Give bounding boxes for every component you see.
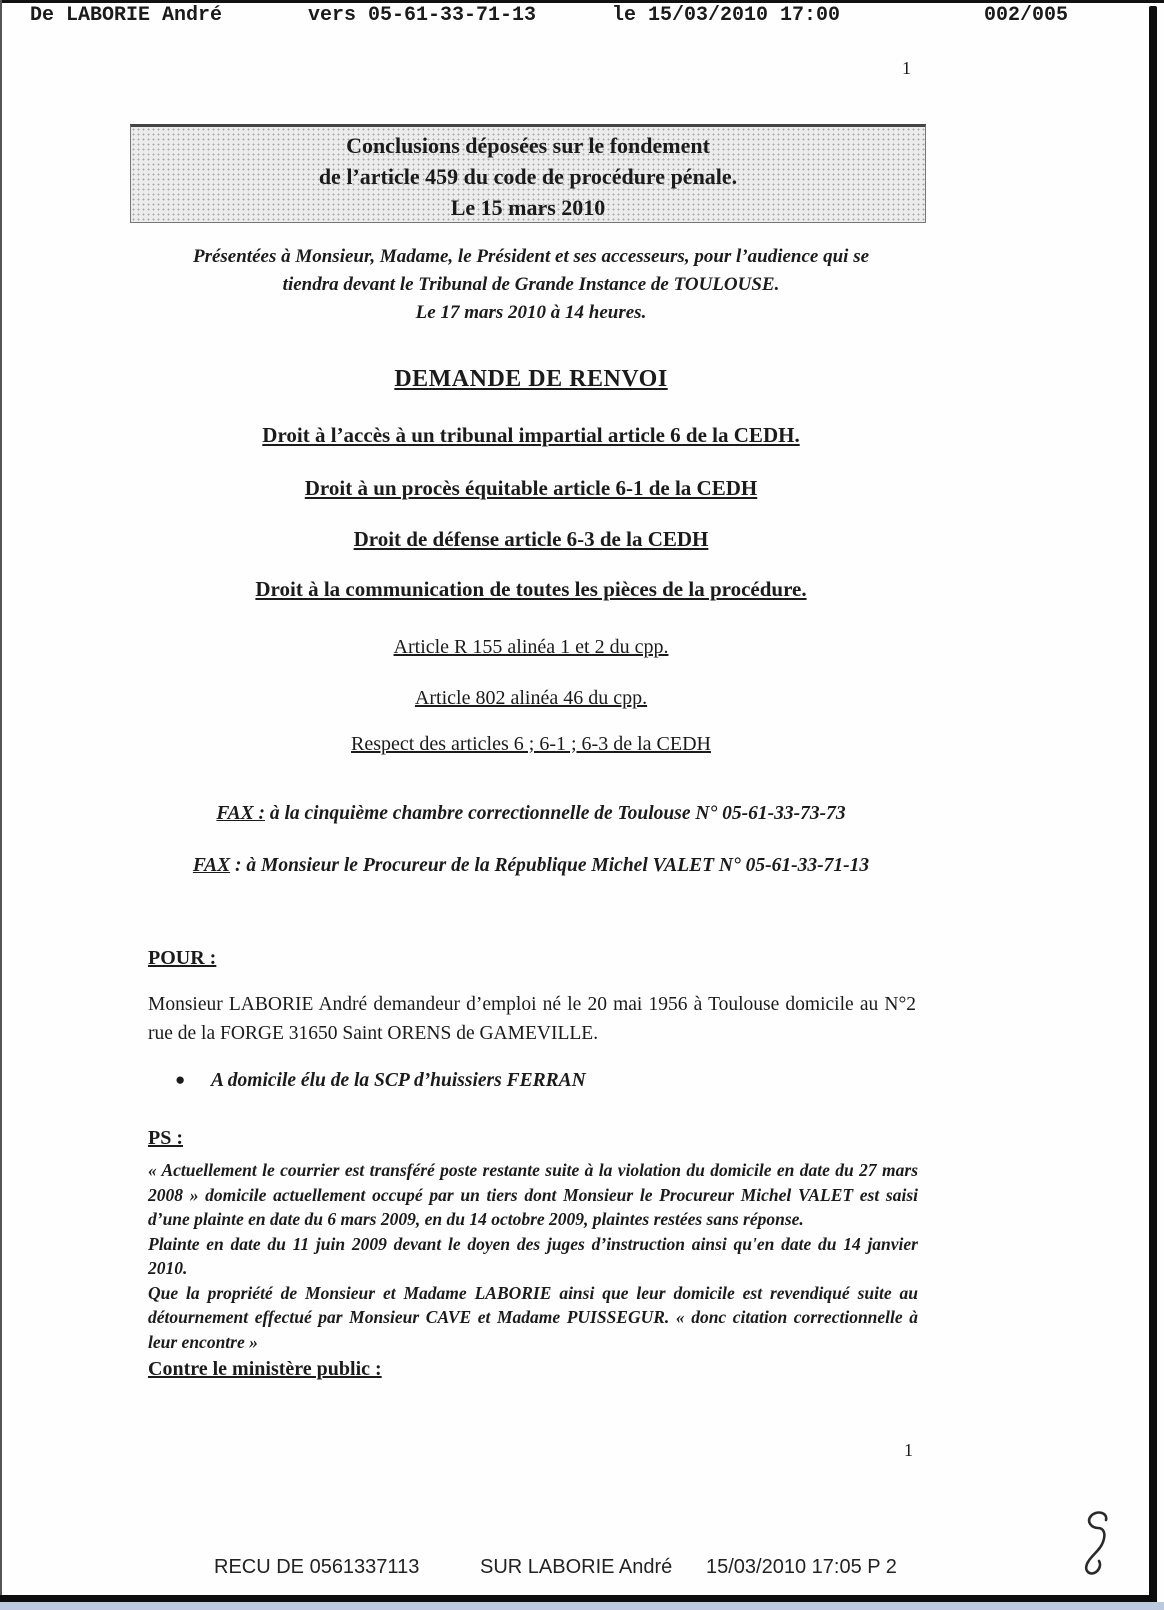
- intro-line-1: Présentées à Monsieur, Madame, le Président et ses accesseurs, pour l’audience qui se: [192, 246, 870, 267]
- scan-edge-bottom: [0, 1595, 1157, 1602]
- title-line-3: Le 15 mars 2010: [450, 195, 606, 220]
- bullet-text: A domicile élu de la SCP d’huissiers FERRAN: [211, 1070, 586, 1091]
- presentation-paragraph: [148, 243, 914, 327]
- heading-droit-defense: Droit de défense article 6-3 de la CEDH: [353, 527, 709, 551]
- fax-label-1: FAX :: [216, 803, 265, 824]
- fax-page-count: 002/005: [984, 4, 1069, 27]
- footer-datetime-page: 15/03/2010 17:05 P 2: [706, 1556, 897, 1578]
- ps-label: PS :: [148, 1127, 183, 1149]
- ps-paragraphs: [148, 1158, 918, 1354]
- footer-received-name: SUR LABORIE André: [480, 1556, 673, 1578]
- scan-edge-bottom-strip: [0, 1602, 1164, 1610]
- bullet-domicile-elu: [175, 1070, 895, 1092]
- fax-text-2: : à Monsieur le Procureur de la République Michel VALET N° 05-61-33-71-13: [230, 855, 870, 876]
- fax-datetime: le 15/03/2010 17:00: [612, 4, 841, 27]
- bullet-dot-icon: ●: [175, 1070, 186, 1089]
- heading-article-r155: Article R 155 alinéa 1 et 2 du cpp.: [393, 636, 669, 658]
- heading-droit-acces-tribunal: Droit à l’accès à un tribunal impartial article 6 de la CEDH.: [262, 423, 800, 447]
- pour-paragraph: Monsieur LABORIE André demandeur d’emploi né le 20 mai 1956 à Toulouse domicile au N°2 rue de la FORGE 31650 Saint ORENS de GAMEVILLE.: [148, 994, 916, 1044]
- heading-droit-proces-equitable: Droit à un procès équitable article 6-1 de la CEDH: [304, 476, 758, 500]
- fax-sender: De LABORIE André: [30, 4, 223, 27]
- contre-ministere-public-heading: Contre le ministère public :: [148, 1358, 382, 1380]
- pour-label: POUR :: [148, 947, 217, 969]
- scan-edge-left: [0, 0, 2, 1610]
- heading-droit-communication-pieces: Droit à la communication de toutes les pièces de la procédure.: [255, 577, 807, 601]
- fax-transmission-header: [0, 4, 1130, 30]
- heading-respect-articles-cedh: Respect des articles 6 ; 6-1 ; 6-3 de la CEDH: [351, 733, 711, 755]
- footer-received-number: RECU DE 0561337113: [214, 1556, 420, 1578]
- document-title-box: [130, 124, 926, 223]
- fax-recipient: vers 05-61-33-71-13: [308, 4, 537, 27]
- fax-line-chambre-correctionnelle: [148, 803, 914, 825]
- page-number-top: 1: [902, 58, 911, 78]
- fax-text-1: à la cinquième chambre correctionnelle de Toulouse N° 05-61-33-73-73: [264, 803, 846, 824]
- page-number-bottom: 1: [904, 1440, 913, 1460]
- ps-paragraph-2: Plainte en date du 11 juin 2009 devant le doyen des juges d’instruction ainsi qu'en date du 14 janvier 2010.: [148, 1233, 918, 1278]
- fax-line-procureur: [148, 855, 914, 877]
- main-heading-demande-de-renvoi: DEMANDE DE RENVOI: [394, 366, 668, 392]
- scan-edge-top: [0, 0, 1164, 3]
- heading-article-802: Article 802 alinéa 46 du cpp.: [414, 687, 648, 709]
- title-line-1: Conclusions déposées sur le fondement: [346, 133, 710, 158]
- title-line-2: de l’article 459 du code de procédure pénale.: [318, 164, 738, 189]
- fax-receipt-footer: [0, 1556, 1100, 1584]
- fax-label-2: FAX: [192, 855, 231, 876]
- ps-paragraph-3: Que la propriété de Monsieur et Madame LABORIE ainsi que leur domicile est revendiqué suite au détournement effectué par Monsieur CAVE et Madame PUISSEGUR. « donc citation correctionnelle à leur encontre »: [148, 1282, 918, 1352]
- intro-line-3: Le 17 mars 2010 à 14 heures.: [415, 302, 647, 323]
- intro-line-2: tiendra devant le Tribunal de Grande Instance de TOULOUSE.: [282, 274, 780, 295]
- scan-edge-right: [1149, 6, 1157, 1602]
- ps-paragraph-1: « Actuellement le courrier est transféré poste restante suite à la violation du domicile en date du 27 mars 2008 » domicile actuellement occupé par un tiers dont Monsieur le Procureur Michel VALET est saisi d’une plainte en date du 6 mars 2009, en du 14 octobre 2009, plaintes restées sans réponse.: [148, 1160, 918, 1229]
